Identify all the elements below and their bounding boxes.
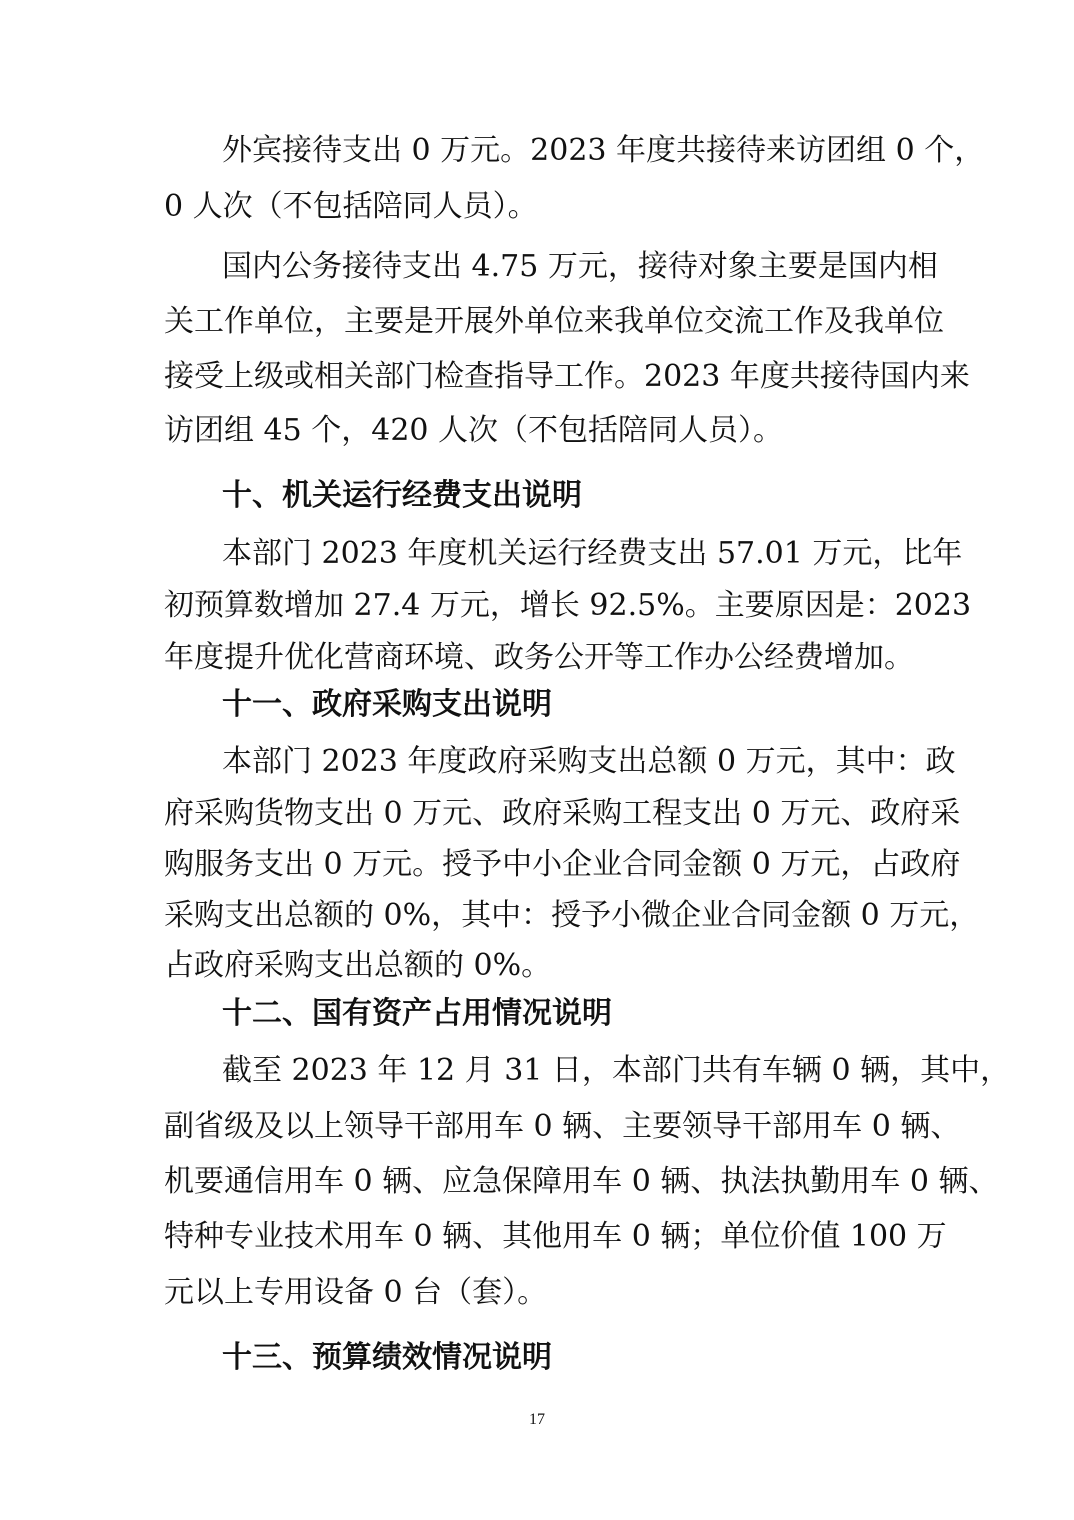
foreign-reception-line-2: 0 人次（不包括陪同人员）。 [164,189,538,224]
operating-expenses-line-2: 初预算数增加 27.4 万元，增长 92.5%。主要原因是：2023 [164,588,972,623]
page-number: 17 [529,1411,545,1428]
operating-expenses-line-3: 年度提升优化营商环境、政务公开等工作办公经费增加。 [164,640,914,675]
section-heading-13: 十三、预算绩效情况说明 [222,1340,552,1375]
state-assets-line-1: 截至 2023 年 12 月 31 日，本部门共有车辆 0 辆，其中， [222,1053,1011,1088]
section-heading-11: 十一、政府采购支出说明 [222,687,552,722]
domestic-reception-line-4: 访团组 45 个，420 人次（不包括陪同人员）。 [164,413,784,448]
domestic-reception-line-2: 关工作单位，主要是开展外单位来我单位交流工作及我单位 [164,304,944,339]
domestic-reception-line-3: 接受上级或相关部门检查指导工作。2023 年度共接待国内来 [164,359,970,394]
procurement-line-5: 占政府采购支出总额的 0%。 [164,948,552,983]
procurement-line-2: 府采购货物支出 0 万元、政府采购工程支出 0 万元、政府采 [164,796,961,831]
section-heading-10: 十、机关运行经费支出说明 [222,478,582,513]
procurement-line-3: 购服务支出 0 万元。授予中小企业合同金额 0 万元，占政府 [164,847,961,882]
state-assets-line-3: 机要通信用车 0 辆、应急保障用车 0 辆、执法执勤用车 0 辆、 [164,1164,999,1199]
foreign-reception-line-1: 外宾接待支出 0 万元。2023 年度共接待来访团组 0 个， [222,133,985,168]
state-assets-line-4: 特种专业技术用车 0 辆、其他用车 0 辆；单位价值 100 万 [164,1219,947,1254]
section-heading-12: 十二、国有资产占用情况说明 [222,996,612,1031]
state-assets-line-2: 副省级及以上领导干部用车 0 辆、主要领导干部用车 0 辆、 [164,1109,961,1144]
operating-expenses-line-1: 本部门 2023 年度机关运行经费支出 57.01 万元，比年 [222,536,963,571]
procurement-line-1: 本部门 2023 年度政府采购支出总额 0 万元，其中：政 [222,744,956,779]
procurement-line-4: 采购支出总额的 0%，其中：授予小微企业合同金额 0 万元， [164,898,980,933]
domestic-reception-line-1: 国内公务接待支出 4.75 万元，接待对象主要是国内相 [222,249,938,284]
state-assets-line-5: 元以上专用设备 0 台（套）。 [164,1275,548,1310]
